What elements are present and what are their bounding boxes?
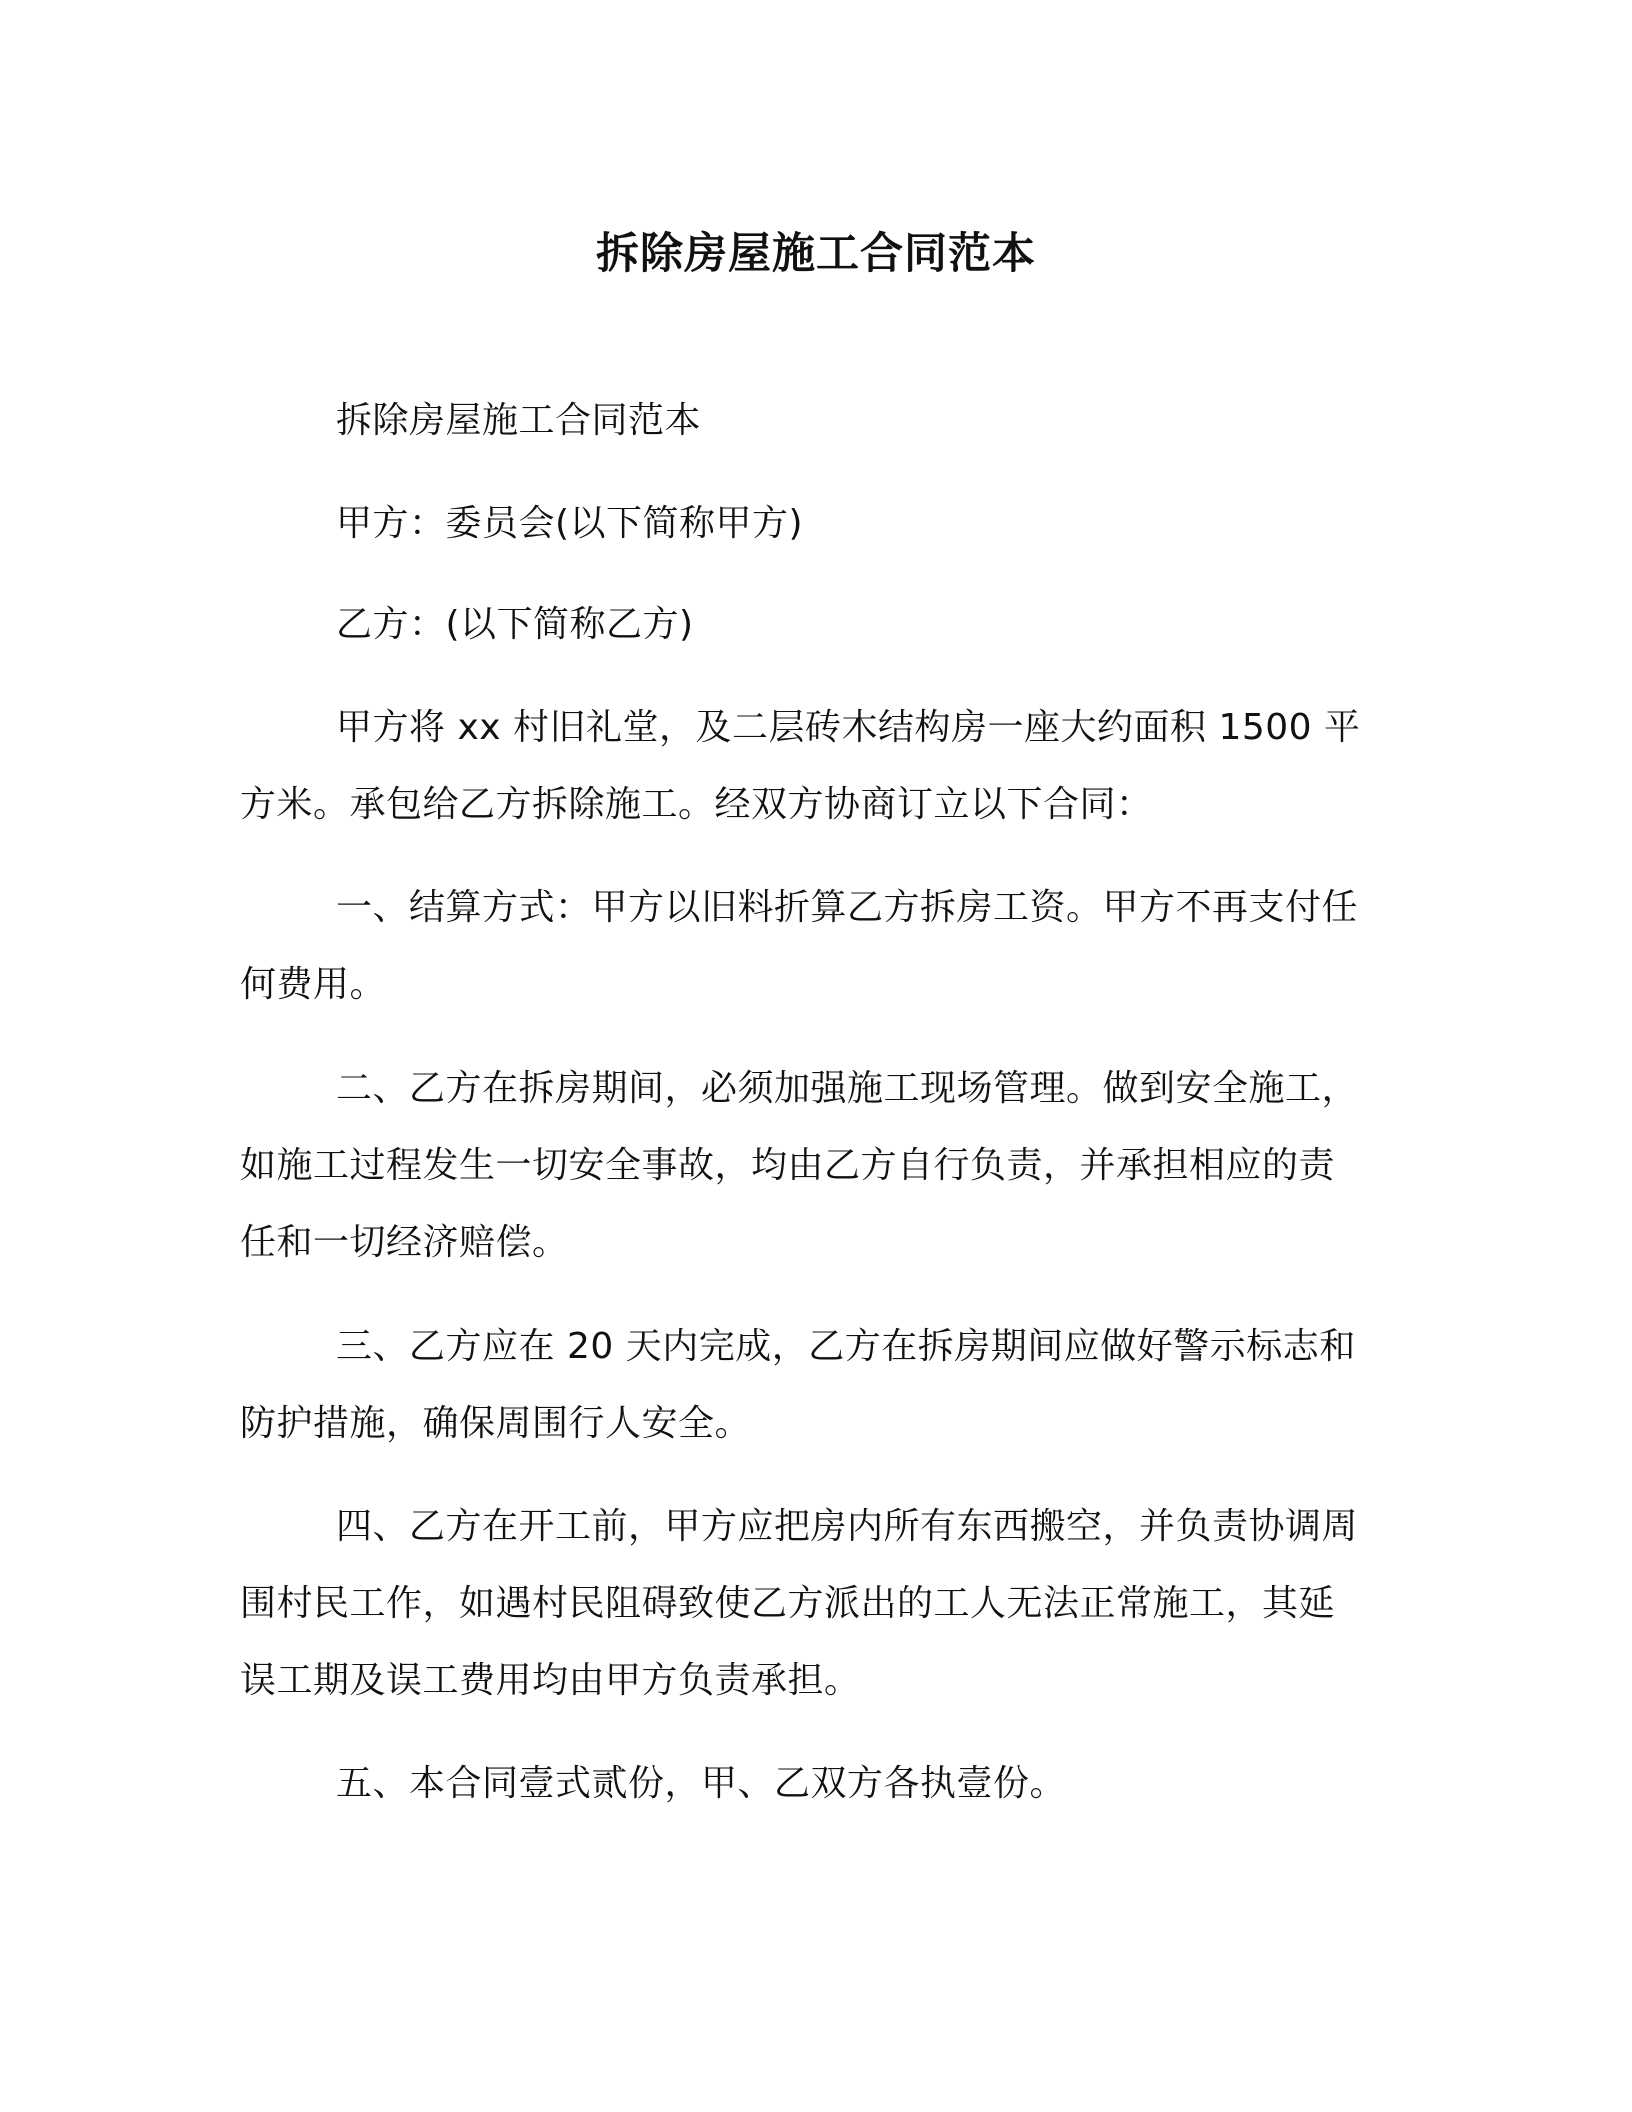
paragraph-clause-3: 三、乙方应在 20 天内完成，乙方在拆房期间应做好警示标志和防护措施，确保周围行人安全。 — [240, 1326, 1356, 1444]
paragraph-clause-1: 一、结算方式：甲方以旧料折算乙方拆房工资。甲方不再支付任何费用。 — [240, 887, 1359, 1005]
paragraph-party-b: 乙方：(以下简称乙方) — [336, 604, 694, 645]
document-title: 拆除房屋施工合同范本 — [596, 229, 1036, 279]
paragraph-subtitle: 拆除房屋施工合同范本 — [336, 400, 702, 441]
paragraph-party-a: 甲方：委员会(以下简称甲方) — [336, 503, 804, 544]
paragraph-clause-5: 五、本合同壹式贰份，甲、乙双方各执壹份。 — [336, 1763, 1067, 1804]
paragraph-clause-2: 二、乙方在拆房期间，必须加强施工现场管理。做到安全施工，如施工过程发生一切安全事故，均由乙方自行负责，并承担相应的责任和一切经济赔偿。 — [240, 1068, 1359, 1263]
paragraph-intro: 甲方将 xx 村旧礼堂，及二层砖木结构房一座大约面积 1500 平方米。承包给乙方拆除施工。经双方协商订立以下合同： — [240, 707, 1361, 825]
paragraph-clause-4: 四、乙方在开工前，甲方应把房内所有东西搬空，并负责协调周围村民工作，如遇村民阻碍致使乙方派出的工人无法正常施工，其延误工期及误工费用均由甲方负责承担。 — [240, 1506, 1359, 1701]
